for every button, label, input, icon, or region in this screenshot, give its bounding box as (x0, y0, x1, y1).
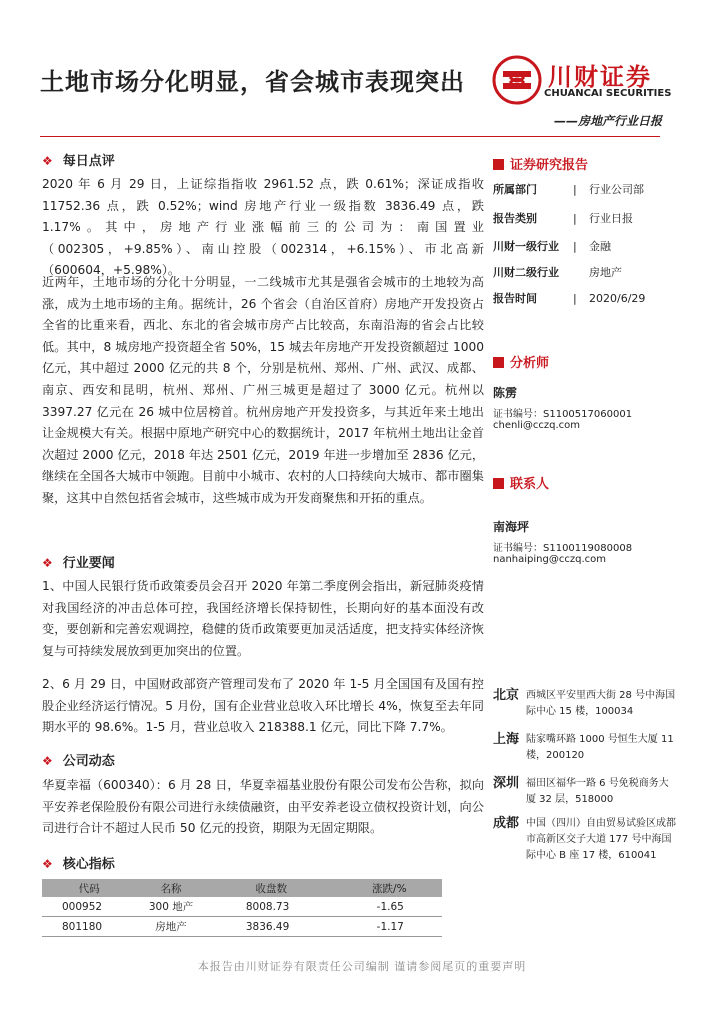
industry-paragraph-1: 1、中国人民银行货币政策委员会召开 2020 年第二季度例会指出，新冠肺炎疫情对我国经济的冲击总体可控，我国经济增长保持韧性，长期向好的基本面没有改变，要创新和完善宏观调控，稳健的货币政策要更加灵活适度，把支持实体经济恢复与可持续发展放到更加突出的位置。 (42, 579, 484, 658)
analyst-email[interactable]: chenli@cczq.com (493, 420, 581, 431)
table-cell: 000952 (42, 897, 136, 917)
office-address-shanghai: 陆家嘴环路 1000 号恒生大厦 11 楼，200120 (526, 734, 674, 761)
office-city-shanghai: 上海 (493, 732, 520, 747)
diamond-bullet-icon: ❖ (42, 556, 53, 570)
table-header-cell: 涨跌/% (337, 879, 442, 897)
table-cell: 300 地产 (136, 897, 206, 917)
info-row-department: 所属部门 | 行业公司部 (493, 183, 644, 196)
table-row (42, 917, 442, 937)
info-row-level1: 川财一级行业 | 金融 (493, 240, 611, 253)
section-index-heading: ❖ 核心指标 (42, 857, 115, 872)
table-header-cell: 名称 (136, 879, 206, 897)
logo-mark-icon (492, 55, 542, 105)
page-title: 土地市场分化明显，省会城市表现突出 (40, 68, 465, 96)
logo-text-cn: 川财证券 (548, 63, 652, 91)
table-header-cell: 收盘数 (206, 879, 337, 897)
contact-heading: 联系人 (493, 473, 549, 492)
header-divider (40, 136, 660, 137)
industry-paragraph-2: 2、6 月 29 日，中国财政部资产管理司发布了 2020 年 1-5 月全国国有及国有控股企业经济运行情况。5 月份，国有企业营业总收入环比增长 4%，恢复至去年同期水平的 98.6%。1-5 月，营业总收入 218388.1 亿元，同比下降 7.7%。 (42, 677, 484, 735)
page-footer: 本报告由川财证券有限责任公司编制 谨请参阅尾页的重要声明 (197, 960, 527, 973)
diamond-bullet-icon: ❖ (42, 154, 53, 168)
table-cell: -1.65 (337, 897, 442, 917)
analyst-icon (493, 357, 504, 368)
table-header-row (42, 879, 442, 897)
table-cell: 房地产 (136, 917, 206, 937)
info-row-level2: 川财二级行业 房地产 (493, 266, 622, 279)
info-row-date: 报告时间 | 2020/6/29 (493, 292, 646, 305)
table-cell: 3836.49 (206, 917, 337, 937)
info-row-category: 报告类别 | 行业日报 (493, 212, 633, 225)
office-address-beijing: 西城区平安里西大街 28 号中海国际中心 15 楼，100034 (526, 690, 676, 717)
table-cell: -1.17 (337, 917, 442, 937)
diamond-bullet-icon: ❖ (42, 754, 53, 768)
section-daily-heading: ❖ 每日点评 (42, 154, 115, 169)
diamond-bullet-icon: ❖ (42, 857, 53, 871)
section-company-heading: ❖ 公司动态 (42, 754, 115, 769)
daily-paragraph-2: 近两年，土地市场的分化十分明显，一二线城市尤其是强省会城市的土地较为高涨，成为土地市场的主角。据统计，26 个省会（自治区首府）房地产开发投资占全省的比重来看，西北、东北的省会城市房产占比较高，东南沿海的省会占比较低。其中，8 城房地产投资超全省 50%，15 城去年房地产开发投资额超过 1000 亿元，其中超过 2000 亿元的共 8 个，分别是杭州、郑州、广州、武汉、成都、南京、西安和昆明，杭州、郑州、广州三城更是超过了 3000 亿元。杭州以 3397.27 亿元在 26 城中位居榜首。杭州房地产开发投资多，与其近年来土地出让金规模大有关。根据中原地产研究中心的数据统计，2017 年杭州土地出让金首次超过 2000 亿元，2018 年达 2501 亿元，2019 年进一步增加至 2836 亿元，继续在全国各大城市中领跑。目前中小城市、农村的人口持续向大城市、都市圈集聚，这其中自然包括省会城市，这些城市成为开发商聚焦和开拓的重点。 (42, 275, 485, 505)
table-header-cell: 代码 (42, 879, 136, 897)
table-cell: 8008.73 (206, 897, 337, 917)
contact-icon (493, 478, 504, 489)
contact-cert: 证书编号：S1100119080008 (493, 543, 633, 554)
table-cell: 801180 (42, 917, 136, 937)
daily-paragraph-1: 2020 年 6 月 29 日，上证综指指收 2961.52 点，跌 0.61%；深证成指收 11752.36 点，跌 0.52%；wind 房地产行业一级指数 3836.49 点，跌 1.17%。其中，房地产行业涨幅前三的公司为：南国置业（002305，+9.85%）、南山控股（002314，+6.15%）、市北高新（600604，+5.98%）。 (42, 177, 484, 278)
table-row (42, 897, 442, 917)
logo-text-en: CHUANCAI SECURITIES (544, 88, 672, 99)
analyst-cert: 证书编号：S1100517060001 (493, 409, 633, 420)
brand-logo (492, 55, 672, 105)
analyst-name: 陈雳 (493, 386, 518, 400)
analyst-heading: 分析师 (493, 352, 549, 371)
contact-email[interactable]: nanhaiping@cczq.com (493, 554, 606, 565)
section-industry-heading: ❖ 行业要闻 (42, 556, 115, 571)
office-city-beijing: 北京 (493, 688, 520, 703)
office-city-chengdu: 成都 (493, 816, 520, 831)
report-info-heading: 证券研究报告 (493, 154, 588, 173)
contact-name: 南海坪 (493, 520, 530, 534)
index-table (42, 879, 442, 937)
report-subtitle: ——房地产行业日报 (553, 114, 662, 128)
report-icon (493, 159, 504, 170)
office-city-shenzhen: 深圳 (493, 776, 520, 791)
office-address-chengdu: 中国（四川）自由贸易试验区成都市高新区交子大道 177 号中海国际中心 B 座 17 楼，610041 (526, 818, 676, 861)
office-address-shenzhen: 福田区福华一路 6 号免税商务大厦 32 层，518000 (526, 778, 669, 805)
company-paragraph-1: 华夏幸福（600340）：6 月 28 日，华夏幸福基业股份有限公司发布公告称，拟向平安养老保险股份有限公司进行永续债融资，由平安养老设立债权投资计划，向公司进行合计不超过人民币 50 亿元的投资，期限为无固定期限。 (42, 778, 484, 836)
